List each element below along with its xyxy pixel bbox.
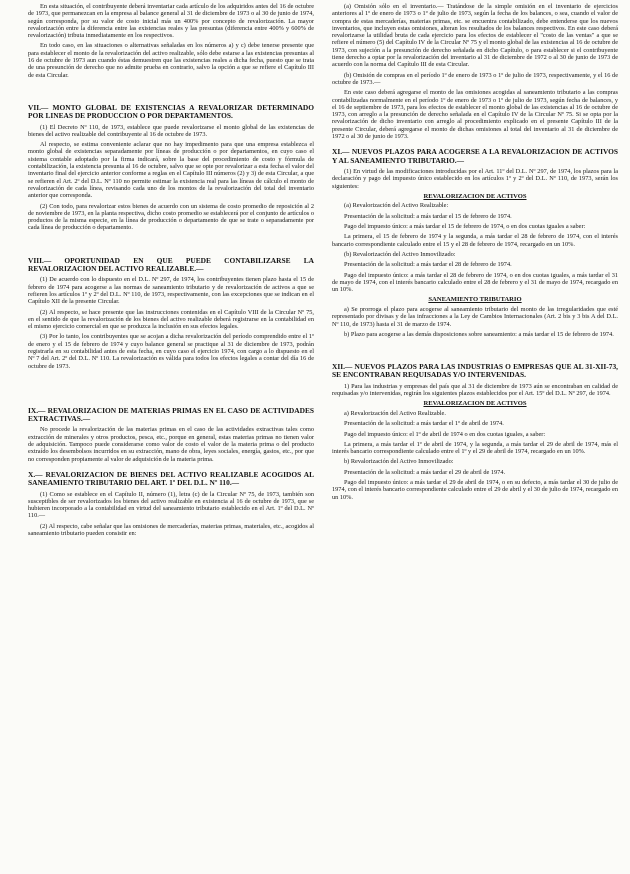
paragraph: En esta situación, el contribuyente deberá inventariar cada artículo de los adquiridos antes del 16 de octubre de 1973, que permanezcan en la empresa al balance general al 31 de diciembre de 1973 o al 30 de junio de 1974, según corresponda, por su valor de costo inicial más un 400% por concepto de revalorización. La mayor revalorización entre la diferencia entre las existencias reales y las presuntas (diferencia entre 400% y 600% de revalorización) tributa inmediatamente en los respectivos. — [28, 3, 314, 40]
paragraph: (2) Al respecto, se hace presente que las instrucciones contenidas en el Capítulo VIII de la Circular Nº 75, en el sentido de que la revalorización de los bienes del activo realizable deberá registrarse en la contabilidad en el mismo ejercicio comercial en que se produzca la inclusión en sus efectos legales. — [28, 308, 314, 331]
two-column-body — [28, 3, 618, 871]
paragraph: Pago del impuesto único: a más tardar el 28 de febrero de 1974, o en dos cuotas iguales, a más tardar el 31 de mayo de 1974, con el interés bancario calculado entre el 28 de febrero y el 31 de mayo de 1974, recargado en un 10%. — [332, 271, 618, 294]
paragraph: En todo caso, en las situaciones o alternativas señaladas en los números a) y c) debe tenerse presente que para establecer el monto de la revalorización del activo realizable, sólo debe estarse a las existencias presuntas al 16 de octubre de 1973 aun cuando éstas demuestren que las existencias reales a dicha fecha, puesto que se trata de una presunción de derecho que no admite prueba en contrario, salvo la opción a que se refiere el Capítulo III de esta Circular. — [28, 42, 314, 79]
paragraph: a) Revalorización del Activo Realizable. — [344, 409, 446, 417]
section-heading: VIII.— OPORTUNIDAD EN QUE PUEDE CONTABILIZARSE LA REVALORIZACION DEL ACTIVO REALIZABLE.— — [28, 255, 314, 274]
paragraph: Al respecto, se estima conveniente aclarar que no hay impedimento para que una empresa establezca el monto global de existencias separadamente por líneas de producción o por departamentos, en cuyo caso el sistema contable adoptado por la firma indicará, sobre la base del procedimiento de costo y fórmula de contabilización, la existencia presunta al 16 de octubre, salvo que se opte por revalorizar a esta fecha el valor del inventario final del ejercicio anterior conforme a reglas en el Capítulo III números (2) y 3) de esta Circular, a que se refieren el Art. 2º del D.L. Nº 110 no permite estimar la existencia real para las líneas de cálculo el monto de revalorización de cada línea, revisando cada uno de los montos de la revalorización del total del inventario anterior que corresponda. — [28, 141, 314, 200]
paragraph: Pago del impuesto único: a más tardar el 15 de febrero de 1974, o en dos cuotas iguales a saber: — [344, 223, 586, 231]
paragraph: La primera, a más tardar el 1º de abril de 1974, y la segunda, a más tardar el 29 de abril de 1974, más el interés bancario correspondiente calculado entre el 1º y el 29 de abril de 1974, recargado en un 10%. — [332, 440, 618, 456]
paragraph: (2) Con todo, para revalorizar estos bienes de acuerdo con un sistema de costo promedio de reposición al 2 de noviembre de 1973, en la planta respectiva, dicho costo promedio se establecerá por el conjunto de artículos o productos de la misma especie, en la línea de producción o departamento de que se trate o separadamente por cada línea de producción o departamento. — [28, 202, 314, 232]
paragraph: b) Revalorización del Activo Inmovilizado: — [344, 458, 454, 466]
spacer — [332, 341, 618, 355]
section-heading: VII.— MONTO GLOBAL DE EXISTENCIAS A REVALORIZAR DETERMINADO POR LINEAS DE PRODUCCION O POR DEPARTAMENTOS. — [28, 102, 314, 121]
spacer — [28, 82, 314, 96]
right-column — [332, 3, 618, 871]
paragraph: Presentación de la solicitud: a más tardar el 1º de abril de 1974. — [344, 420, 504, 428]
paragraph: (1) Como se establece en el Capítulo II, número (1), letra (c) de la Circular Nº 75, de 1973, también son susceptibles de ser revalorizados los bienes del activo realizable en existencia al 16 de octubre de 1973, que se hubieren incorporado a la contabilidad en virtud del saneamiento tributario establecido en el Art. 1º del D.L. Nº 110.— — [28, 490, 314, 520]
paragraph: Presentación de la solicitud: a más tardar el 15 de febrero de 1974. — [344, 212, 512, 220]
subsection-heading: REVALORIZACION DE ACTIVOS — [423, 400, 527, 408]
paragraph: (1) El Decreto Nº 110, de 1973, establece que puede revalorizarse el monto global de las existencias de bienes del activo realizable del contribuyente al 16 de octubre de 1973. — [28, 123, 314, 138]
paragraph: Pago del impuesto único: el 1º de abril de 1974 o en dos cuotas iguales, a saber: — [344, 430, 546, 438]
paragraph: (a) Omisión sólo en el inventario.— Tratándose de la simple omisión en el inventario de ejercicios anteriores al 1º de enero de 1973 o 1º de julio de 1973, según la fecha de los balances, o sea, cuando el valor de compra de estas mercaderías, materias primas, etc. se encuentra contabilizado, debe entenderse que los nuevos inventarios, que incluyen estas omisiones, alteran los resultados de los balances respectivos. En este caso deberá revalorizarse la utilidad bruta de cada ejercicio para los efectos de establecer el "costo de las ventas" a que se refiere el número (5) del Capítulo IV de la Circular Nº 75 y el monto global de las existencias al 16 de octubre de 1973, con sujeción a la presunción de derecho señalada en dicho Capítulo, o para establecer si el contribuyente tiene derecho a optar por la revalorización del inventario al 31 de diciembre de 1972 o al 30 de junio de 1973 de acuerdo con la norma del Capítulo III de esta Circular. — [332, 3, 618, 69]
paragraph: Presentación de la solicitud: a más tardar el 28 de febrero de 1974. — [344, 261, 512, 269]
paragraph: (b) Omisión de compras en el período 1º de enero de 1973 o 1º de julio de 1973, respectivamente, y el 16 de octubre de 1973.— — [332, 71, 618, 86]
subsection-heading: REVALORIZACION DE ACTIVOS — [423, 192, 527, 200]
section-heading: IX.— REVALORIZACION DE MATERIAS PRIMAS EN EL CASO DE ACTIVIDADES EXTRACTIVAS.— — [28, 405, 314, 424]
paragraph: (2) Al respecto, cabe señalar que las omisiones de mercaderías, materias primas, materiales, etc., acogidos al saneamiento tributario pueden consistir en: — [28, 522, 314, 538]
paragraph: b) Plazo para acogerse a las demás disposiciones sobre saneamiento: a más tardar el 15 de febrero de 1974. — [344, 330, 614, 338]
paragraph: 1) Para las industrias y empresas del país que al 31 de diciembre de 1973 aún se encontraban en calidad de requisadas y/o intervenidas, regirán los siguientes plazos establecidos por el Art. 15º del D.L. Nº 297, de 1974. — [332, 382, 618, 398]
spacer — [28, 373, 314, 399]
paragraph: (a) Revalorización del Activo Realizable: — [344, 202, 449, 210]
paragraph: En este caso deberá agregarse el monto de las omisiones acogidas al saneamiento tributario a las compras contabilizadas normalmente en el período 1º de enero de 1973 o 1º de julio de 1973, según fecha de balances, y el 16 de septiembre de 1973, para los efectos de establecer el monto global de las existencias al 16 de octubre de 1973, con arreglo a la presunción de derecho señalada en el Capítulo IV de la Circular Nº 75. Si se opta por la revalorización de dicho inventario con arreglo al procedimiento explicado en el presente Capítulo III de la presente Circular, deberá agregarse el monto de dichas omisiones al total del inventario al 31 de diciembre de 1972 o al 30 de junio de 1973. — [332, 89, 618, 141]
paragraph: (1) De acuerdo con lo dispuesto en el D.L. Nº 297, de 1974, los contribuyentes tienen plazo hasta el 15 de febrero de 1974 para acogerse a las normas de saneamiento tributario y de revalorización de activos a que se refieren los artículos 1º y 2º del D.L. Nº 110, de 1973, respectivamente, con las excepciones que se indican en el Capítulo XII de la presente Circular. — [28, 276, 314, 306]
paragraph: (3) Por lo tanto, los contribuyentes que se acojan a dicha revalorización del período comprendido entre el 1º de enero y el 15 de febrero de 1974 y cuyo balance general se practique al 31 de diciembre de 1973, podrán registrarla en su contabilidad antes de esta fecha, en cuyo caso el ejercicio 1974, con cargo a lo dispuesto en el Nº 7 del Art. 2º del D.L. Nº 110. La revalorización es válida para todos los efectos legales a contar del día 16 de octubre de 1973. — [28, 333, 314, 370]
subsection-heading: SANEAMIENTO TRIBUTARIO — [428, 296, 522, 304]
spacer — [28, 235, 314, 249]
section-heading: XI.— NUEVOS PLAZOS PARA ACOGERSE A LA REVALORIZACION DE ACTIVOS Y AL SANEAMIENTO TRIBUTARIO.— — [332, 147, 618, 165]
paragraph: No procede la revalorización de las materias primas en el caso de las actividades extractivas tales como extracción de minerales y otros productos, pesca, etc., porque en general, estas materias primas no tienen valor de adquisición. Tampoco puede considerarse como valor de costo el valor de la materia prima o del producto extraído los desembolsos incurridos en su extracción, mano de obra, leyes sociales, energía, gastos, etc., por que no corresponden propiamente al valor de adquisición de la materia prima. — [28, 426, 314, 463]
paragraph: (1) En virtud de las modificaciones introducidas por el Art. 11º del D.L. Nº 297, de 1974, los plazos para la declaración y pago del impuesto único establecido en los artículos 1º y 2º del D.L. Nº 110, de 1973, serán los siguientes: — [332, 167, 618, 190]
paragraph: a) Se prorroga el plazo para acogerse al saneamiento tributario del monto de las irregularidades que esté representado por divisas y de las infracciones a la Ley de Cambios Internacionales (Art. 2 bis y 3 bis A del D.L. Nº 110, de 1973) hasta el 31 de marzo de 1974. — [332, 305, 618, 328]
paragraph: Presentación de la solicitud: a más tardar el 29 de abril de 1974. — [344, 468, 506, 476]
paragraph: (b) Revalorización del Activo Inmovilizado: — [344, 250, 456, 258]
paragraph: Pago del impuesto único: a más tardar el 29 de abril de 1974, o en su defecto, a más tardar el 30 de julio de 1974, con el interés bancario correspondiente calculado entre el 29 de abril y el 30 de julio de 1974, recargado en un 10%. — [332, 479, 618, 501]
section-heading: X.— REVALORIZACION DE BIENES DEL ACTIVO REALIZABLE ACOGIDOS AL SANEAMIENTO TRIBUTARIO DEL ART. 1º DEL D.L. Nº 110.— — [28, 469, 314, 488]
left-column — [28, 3, 314, 871]
paragraph: La primera, el 15 de febrero de 1974 y la segunda, a más tardar el 28 de febrero de 1974, con el interés bancario correspondiente calculado entre el 15 y el 28 de febrero de 1974, recargado en un 10%. — [332, 233, 618, 248]
section-heading: XII.— NUEVOS PLAZOS PARA LAS INDUSTRIAS O EMPRESAS QUE AL 31-XII-73, SE ENCONTRABAN REQUISADAS Y/O INTERVENIDAS. — [332, 362, 618, 380]
